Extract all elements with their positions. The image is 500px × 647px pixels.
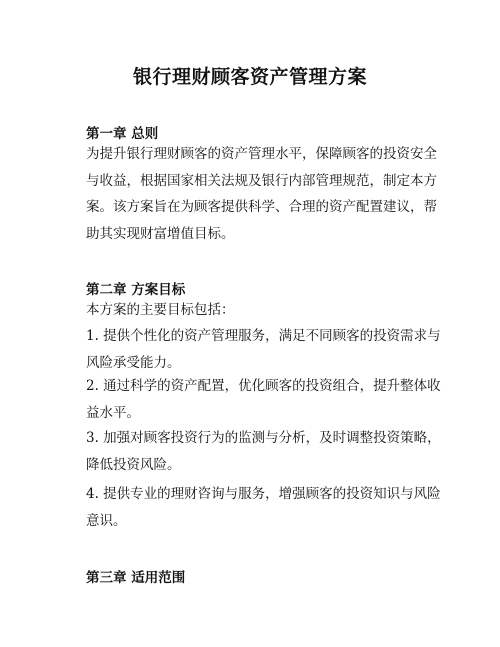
document-title: 银行理财顾客资产管理方案 [132,66,367,88]
list-item: 1. 提供个性化的资产管理服务，满足不同顾客的投资需求与风险承受能力。 [86,328,441,371]
chapter-heading: 第一章 总则 [86,126,159,142]
paragraph: 为提升银行理财顾客的资产管理水平，保障顾客的投资安全与收益，根据国家相关法规及银行内部管理规范，制定本方案。该方案旨在为顾客提供科学、合理的资产配置建议，帮助其实现财富增值目标。 [86,146,437,242]
chapter-heading: 第二章 方案目标 [86,282,186,298]
list-item: 2. 通过科学的资产配置，优化顾客的投资组合，提升整体收益水平。 [86,378,441,421]
list-item: 4. 提供专业的理财咨询与服务，增强顾客的投资知识与风险意识。 [86,486,441,529]
list-item: 3. 加强对顾客投资行为的监测与分析，及时调整投资策略，降低投资风险。 [86,430,441,473]
chapter-heading: 第三章 适用范围 [86,570,186,586]
paragraph: 本方案的主要目标包括： [86,302,235,318]
